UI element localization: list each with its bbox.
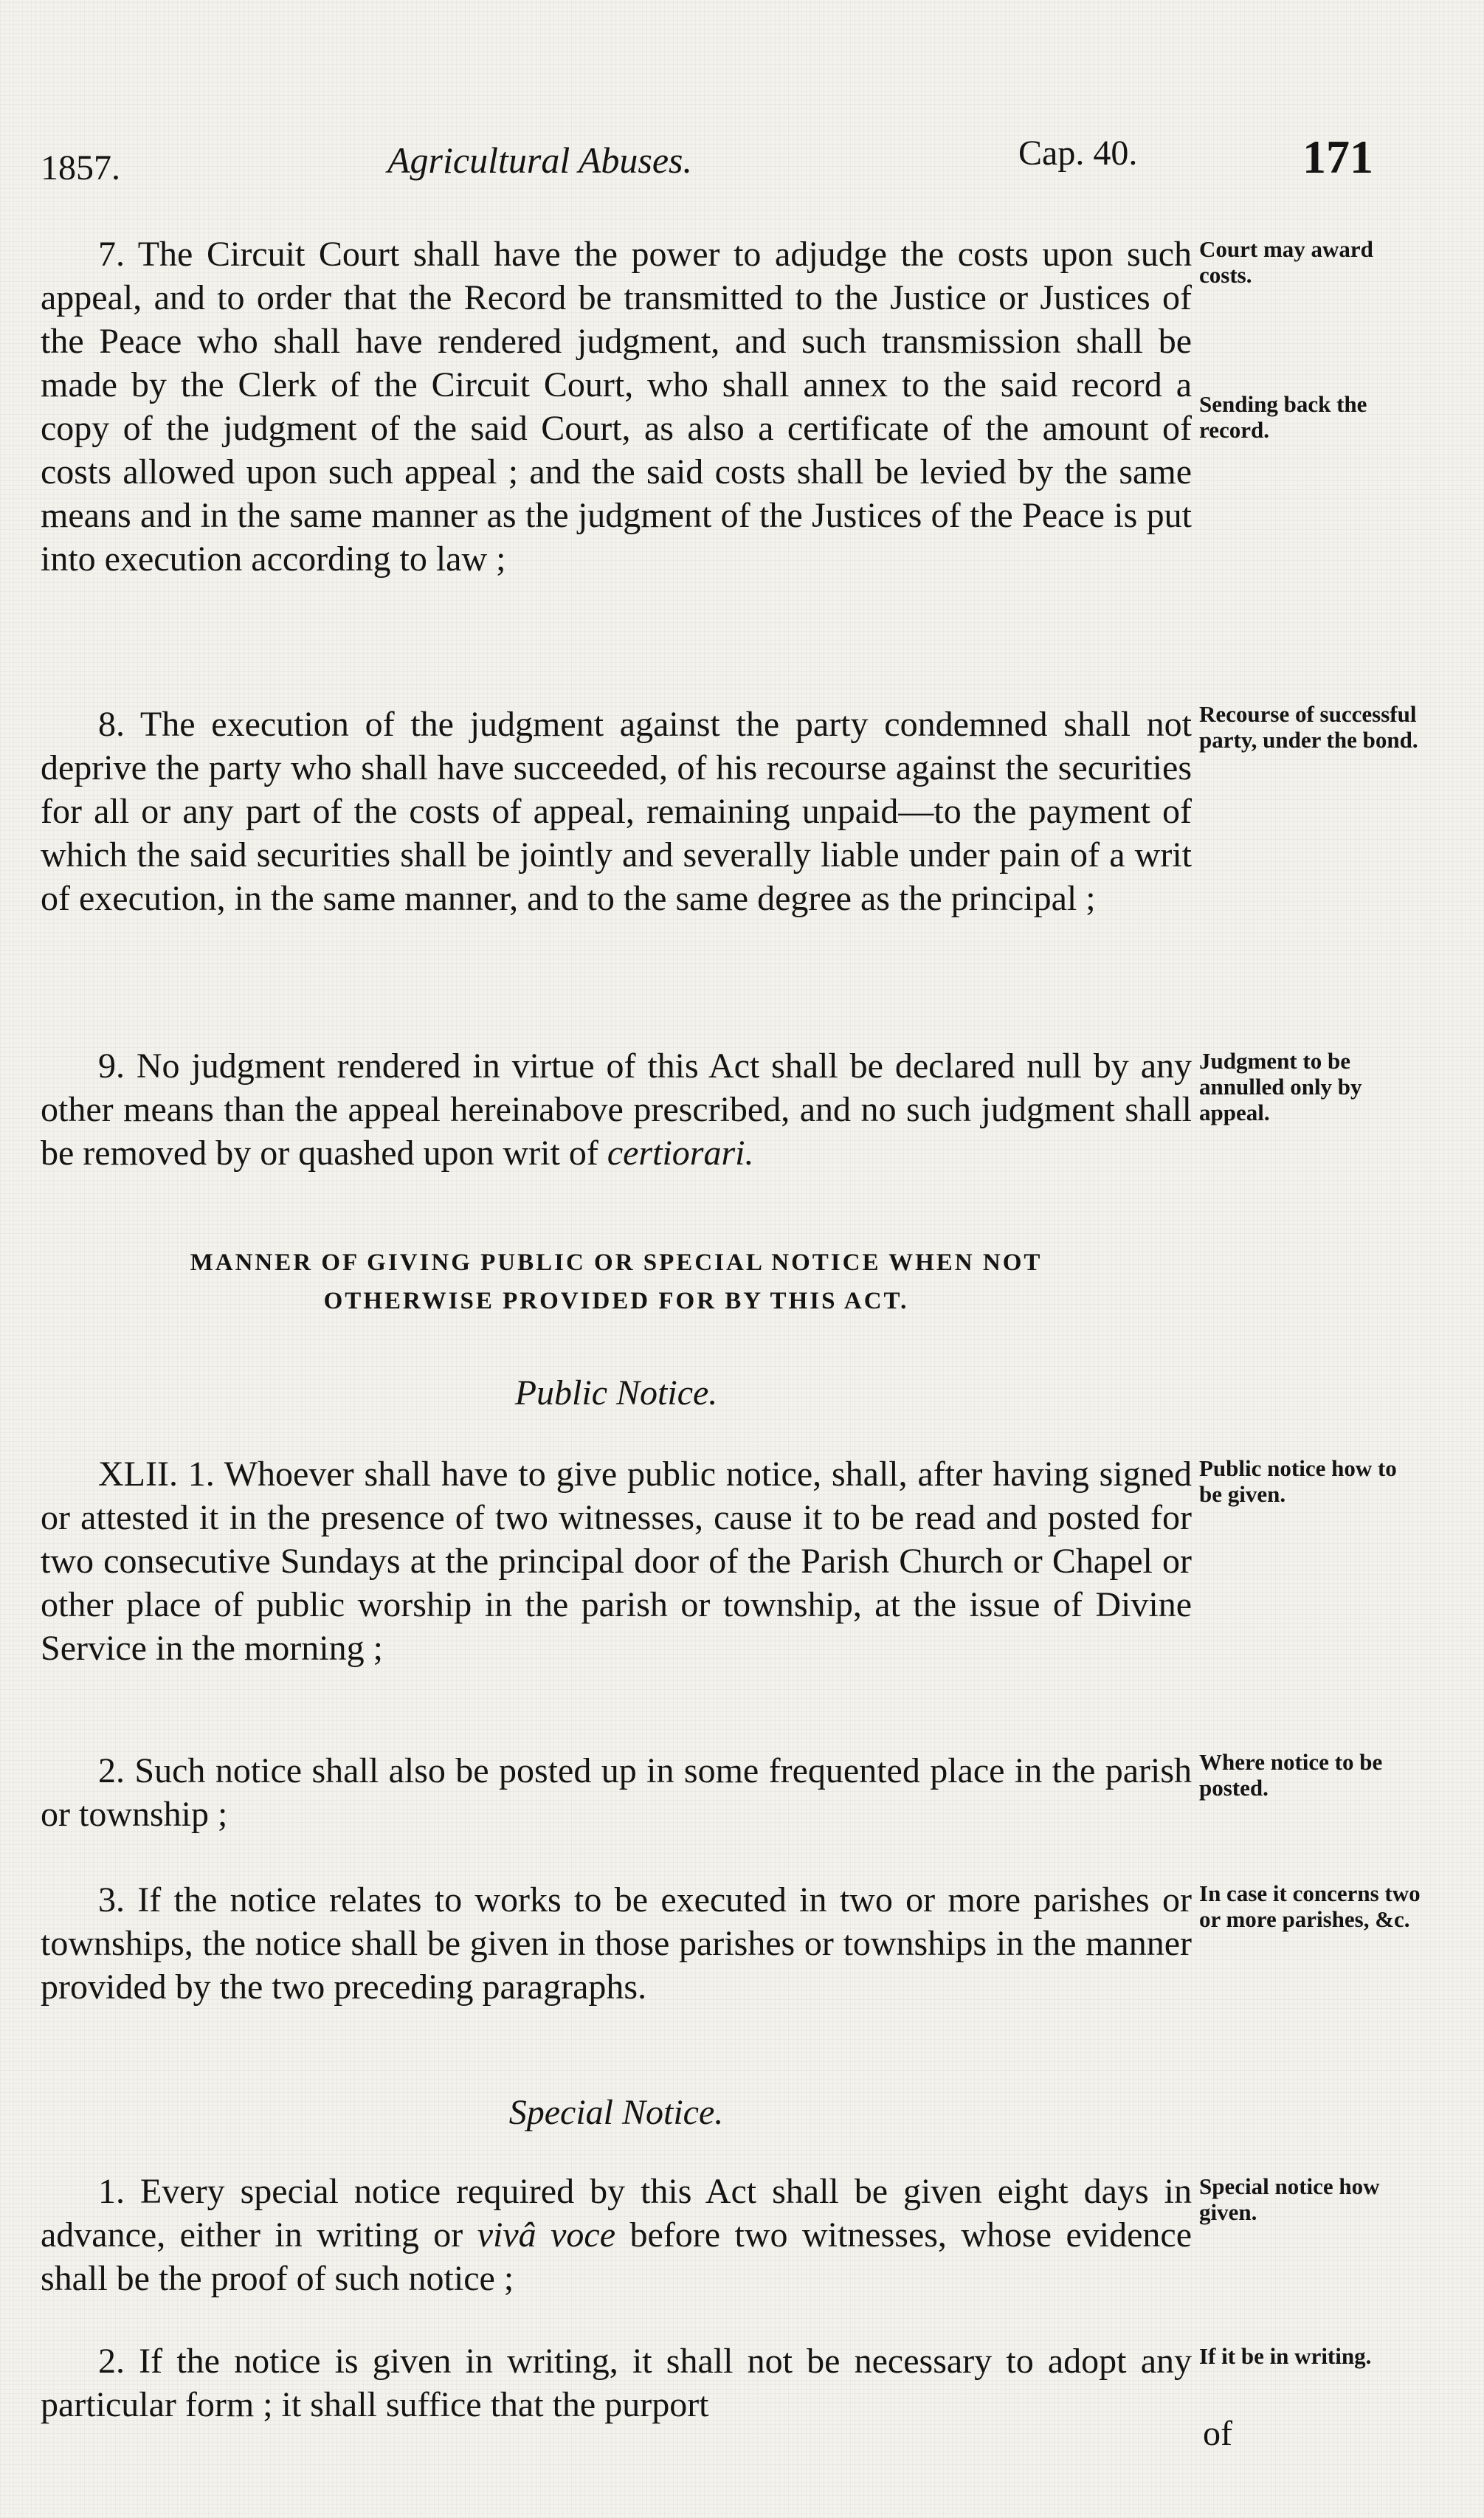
special-notice-1-text-b: before two witnesses, whose evidence shall be the proof of such notice ; [41, 2215, 1193, 2298]
page-number: 171 [1302, 131, 1373, 183]
margin-note-where-posted: Where notice to be posted. [1199, 1749, 1383, 1801]
section-xlii-1: XLII. 1. Whoever shall have to give public notice, shall, after having signed or attested it in the presence of two witnesses, cause it to be read and posted for two consecutive Sundays at the principal door of the Parish Church or Chapel or other place of public worship in the parish or township, at the issue of Divine Service in the morning ; [41, 1455, 1192, 1668]
paragraph-7: 7. The Circuit Court shall have the power to adjudge the costs upon such appeal, and to order that the Record be transmitted to the Justice or Justices of the Peace who shall have rendered judgment, and such transmission shall be made by the Clerk of the Circuit Court, who shall annex to the said record a copy of the judgment of the said Court, as also a certificate of the amount of costs allowed upon such appeal ; and the said costs shall be levied by the same means and in the same manner as the judgment of the Justices of the Peace is put into execution according to law ; [41, 235, 1192, 579]
margin-note-if-writing: If it be in writing. [1199, 2343, 1372, 2369]
paragraph-9 [41, 1044, 1192, 1175]
margin-note-two-parishes: In case it concerns two or more parishes, &c. [1199, 1880, 1421, 1932]
paragraph-8: 8. The execution of the judgment against the party condemned shall not deprive the party who shall have succeeded, of his recourse against the securities for all or any part of the costs of appeal, remaining unpaid—to the payment of which the said securities shall be jointly and severally liable under pain of a writ of execution, in the same manner, and to the same degree as the principal ; [41, 705, 1192, 918]
special-notice-1-italic: vivâ voce [477, 2215, 616, 2255]
special-notice-1-text-a: 1. Every special notice required by this Act shall be given eight days in advance, either in writing or [41, 2172, 1192, 2255]
paragraph-9-italic: certiorari. [607, 1134, 754, 1173]
public-notice-heading: Public Notice. [514, 1373, 718, 1413]
header-chapter: Cap. 40. [1018, 134, 1138, 173]
running-head [41, 133, 1391, 192]
section-xlii-2: 2. Such notice shall also be posted up in some frequented place in the parish or township ; [41, 1751, 1192, 1834]
section-heading-line-2: OTHERWISE PROVIDED FOR BY THIS ACT. [323, 1288, 909, 1314]
section-xlii-3: 3. If the notice relates to works to be executed in two or more parishes or townships, the notice shall be given in those parishes or townships in the manner provided by the two preceding paragraphs. [41, 1880, 1192, 2007]
special-notice-2: 2. If the notice is given in writing, it shall not be necessary to adopt any particular form ; it shall suffice that the purport [41, 2342, 1192, 2424]
special-notice-heading: Special Notice. [508, 2093, 724, 2132]
section-heading [41, 1244, 1192, 1320]
catchword: of [1203, 2414, 1232, 2453]
margin-note-public-notice: Public notice how to be given. [1199, 1455, 1397, 1507]
section-heading-line-1: MANNER OF GIVING PUBLIC OR SPECIAL NOTICE WHEN NOT [190, 1249, 1043, 1276]
margin-note-recourse: Recourse of successful party, under the bond. [1199, 701, 1418, 753]
paragraph-9-text: 9. No judgment rendered in virtue of this Act shall be declared null by any other means than the appeal hereinabove prescribed, and no such judgment shall be removed by or quashed upon writ of [41, 1046, 1192, 1173]
margin-note-special-how: Special notice how given. [1199, 2173, 1380, 2225]
header-title: Agricultural Abuses. [387, 139, 692, 181]
header-year: 1857. [41, 148, 120, 187]
margin-note-sending-back: Sending back the record. [1199, 391, 1367, 443]
special-notice-1 [41, 2170, 1192, 2300]
margin-note-judgment-annulled: Judgment to be annulled only by appeal. [1199, 1048, 1362, 1125]
margin-note-court-may-award: Court may award costs. [1199, 236, 1373, 288]
